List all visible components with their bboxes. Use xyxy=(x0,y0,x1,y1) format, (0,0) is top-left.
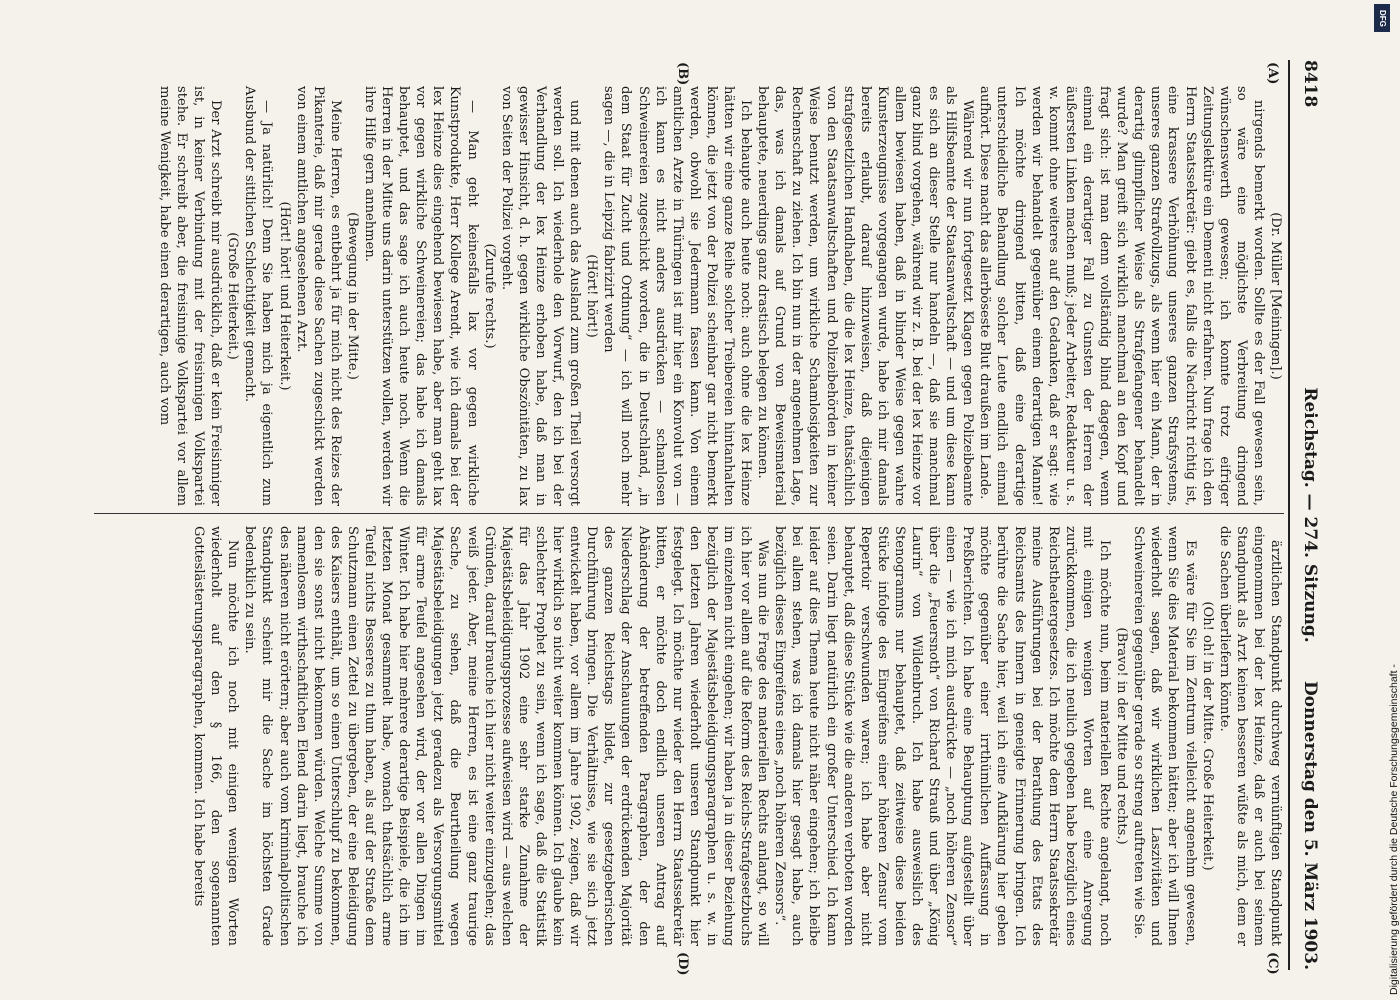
margin-mark-a: (A) xyxy=(1265,62,1280,85)
paragraph: — Man geht keinesfalls lax vor gegen wirkliche Kunstprodukte, Herr Kollege Arendt, wie ich damals bei der lex Heinze dies eingehend bewiesen habe, aber man geht lax vor gegen wirkliche Schweinereien; das habe ich damals behauptet, und das sage ich auch heute noch. Wenn die Herren in der Mitte uns darin unterstützen wollen, werden wir ihre Hilfe gern annehmen. xyxy=(362,86,480,506)
interjection: (Bravo! in der Mitte und rechts.) xyxy=(1114,627,1130,845)
paragraph: Ich möchte nun, beim materiellen Rechte angelangt, noch mit einigen wenigen Worten auf eine Anregung zurückkommen, die ich neulich gegeben habe bezüglich eines Reichstheatergesetzes. Ich möchte dem Herrn Staatssekretär meine Ausführungen bei der Berathung des Etats des Reichsamts des Innern in geneigte Erinnerung bringen. Ich berühre die Sache hier, weil ich eine Aufklärung hier geben möchte gegenüber einer irrthümlichen Auffassung in Preßberichten. Ich habe eine Behauptung aufgestellt über einen — wie ich mich ausdrückte — „noch höheren Zensor“ über die „Feuersnoth“ von Richard Strauß und über „König Laurin“ von Wildenbruch. Ich habe ausweislich des Stenogramms nur behauptet, daß zeitweise diese beiden Stücke infolge des Eingreifens einer höheren Zensur vom Repertoir verschwunden waren; ich habe aber nicht behauptet, daß diese Stücke wie die anderen verboten worden seien. Darin liegt natürlich ein großer Unterschied. Ich kann leider auf dies Thema heute nicht näher eingehen; ich bleibe bei allem stehen, was ich damals hier gesagt habe, auch bezüglich dieses Eingreifens eines „noch höheren Zensors“. xyxy=(772,526,1113,946)
paragraph: Meine Herren, es entbehrt ja für mich nicht des Reizes der Pikanterie, daß mir gerade diese Sachen zugeschickt werden von einem amtlichen angesehenen Arzt. xyxy=(293,86,343,506)
margin-mark-c: (C) xyxy=(1265,952,1280,975)
interjection: (Hört! hört!) xyxy=(584,254,600,338)
paragraph: nirgends bemerkt worden. Sollte es der Fall gewesen sein, so wäre eine möglichste Verbreitung dringend wünschenswerth gewesen; ich konnte trotz eifriger Zeitungslektüre ein Dementi nicht erfahren. Nun frage ich den Herrn Staatssekretär: giebt es, falls die Nachricht richtig ist, eine krassere Verhöhnung unseres ganzen Strafsystems, unseres ganzen Strafvollzugs, als wenn hier ein Mann, der in derartig glimpflicher Weise als Strafgefangener behandelt wurde? Man greift sich wirklich manchmal an den Kopf und fragt sich: ist man denn vollständig blind dagegen, wenn einmal ein derartiger Fall zu Gunsten der Herren der äußersten Linken machen muß; jeder Arbeiter, Redakteur u. s. w. kommt ohne weiteres auf den Gedanken, daß er sagt: wie werden wir behandelt gegenüber einem derartigen Manne! Ich möchte dringend bitten, daß eine derartige unterschiedliche Behandlung solcher Leute endlich einmal aufhört. Diese macht das allerböseste Blut draußen im Lande. xyxy=(977,86,1266,506)
paragraph: Was nun die Frage des materiellen Rechts anlangt, so will ich hier vor allem auf die Reform des Reichs-Strafgesetzbuchs im einzelnen nicht eingehen; wir haben ja in dieser Beziehung bezüglich der Majestätsbeleidigungsparagraphen u. s. w. in den letzten Jahren wiederholt unseren Standpunkt hier festgelegt. Ich möchte nur wieder den Herrn Staatssekretär bitten, er möchte doch endlich unseren Antrag auf Abänderung der betreffenden Paragraphen, der den Niederschlag der Anschauungen der erdrückenden Majorität des ganzen Reichstags bildet, zur gesetzgeberischen Durchführung bringen. Die Verhältnisse, wie sie sich jetzt entwickelt haben, vor allem im Jahre 1902, zeigen, daß wir hier wirklich so nicht weiter kommen können. Ich glaube kein schlechter Prophet zu sein, wenn ich sage, daß die Statistik für das Jahr 1902 eine sehr starke Zunahme der Majestätsbeleidigungsprozesse aufweisen wird — aus welchen Gründen, darauf brauche ich hier nicht weiter einzugehen; das weiß jeder. Aber, meine Herren, es ist eine ganz traurige Sache, zu sehen, daß die Beurtheilung wegen Majestätsbeleidigungen jetzt geradezu als Versorgungsmittel für arme Teufel angesehen wird, der vor allen Dingen im Winter. Ich habe hier mehrere derartige Beispiele, die ich im letzten Monat gesammelt habe, wonach thatsächlich arme Teufel nichts Besseres zu thun haben, als auf der Straße dem Schutzmann einen Zettel zu übergeben, der eine Beleidigung des Kaisers enthält, um so einen Unterschlupf zu bekommen, den sie sonst nicht bekommen würden. Welche Summe von namenlosem wirthschaftlichen Elend darin liegt, brauche ich des näheren nicht erörtern; aber auch vom kriminalpolitischen Standpunkt scheint mir die Sache im höchsten Grade bedenklich zu sein. xyxy=(242,526,771,946)
dfg-credit-text: Digitalisierung gefördert durch die Deutsche Forschungsgemeinschaft - xyxy=(1388,664,1400,995)
dfg-logo: DFG xyxy=(1374,4,1390,32)
paragraph: Nun möchte ich noch mit einigen wenigen Worten wiederholt auf den § 166, den sogenannten Gotteslästerungsparagraphen, kommen. Ich habe bereits xyxy=(191,526,241,946)
left-column xyxy=(94,86,1284,506)
paragraph: Der Arzt schreibt mir ausdrücklich, daß er kein Freisinniger ist, in keiner Verbindung mit der freisinnigen Volkspartei stehe. Er schreibt aber, die freisinnige Volkspartei vor allem meine Wenigkeit, habe einen derartigen, auch vom xyxy=(156,86,224,506)
interjection: (Zurufe rechts.) xyxy=(481,243,497,349)
column-divider xyxy=(94,513,1284,514)
page-number: 8418 xyxy=(1300,60,1320,108)
paragraph: Ich behaupte auch heute noch: auch ohne die lex Heinze hätten wir eine ganze Reihe solcher Treibereien hintanhalten können, die jetzt von der Polizei scheinbar gar nicht bemerkt werden, obwohl sie Jedermann fassen kann. Von einem amtlichen Arzte in Thüringen ist mir hier ein Konvolut von — ich kann es nicht anders ausdrücken — schamlosen Schweinereien zugeschickt worden, die in Deutschland, „in dem Staat für Zucht und Ordnung“ — ich will noch mehr sagen —, die in Leipzig fabrizirt werden xyxy=(601,86,754,506)
paragraph: ärztlichen Standpunkt durchweg vernünftigen Standpunkt eingenommen bei der lex Heinze, daß er auch bei seinem Standpunkt als Arzt keinen besseren wüßte als mich, dem er die Sachen überliefern könnte. xyxy=(1216,526,1283,946)
rotated-page xyxy=(70,0,1330,1000)
paragraph: — Ja natürlich! Denn Sie haben mich ja eigentlich zum Ausbund der sittlichen Schlechtigkeit gemacht. xyxy=(242,86,275,506)
interjection: (Große Heiterkeit.) xyxy=(225,232,241,360)
page-header xyxy=(1288,60,1330,970)
paragraph: und mit denen auch das Ausland zum großen Theil versorgt werden soll. Ich wiederhole den Vorwurf, den ich bei der Verhandlung der lex Heinze erhoben habe, daß man in gewisser Hinsicht, d. h. gegen wirkliche Obszönitäten, zu lax von Seiten der Polizei vorgeht. xyxy=(498,86,583,506)
session-title: Reichstag. — 274. Sitzung. xyxy=(1300,387,1320,643)
speaker-line: (Dr. Müller [Meiningen].) xyxy=(1268,212,1283,380)
right-column xyxy=(94,526,1284,946)
interjection: (Hört! hört! und Heiterkeit.) xyxy=(276,201,292,391)
interjection: (Oh! oh! in der Mitte. Große Heiterkeit.) xyxy=(1199,601,1215,871)
margin-mark-d: (D) xyxy=(675,952,690,976)
interjection: (Bewegung in der Mitte.) xyxy=(344,212,360,380)
paragraph: Während wir nun fortgesetzt Klagen gegen Polizeibeamte als Hilfsbeamte der Staatsanwaltschaft — und um diese kann es sich an dieser Stelle nur handeln —, daß sie manchmal ganz blind vorgehen, während wir z. B. bei der lex Heinze vor allem bewiesen haben, daß in blinder Weise gegen wahre Kunsterzeugnisse vorgegangen wurde, habe ich mir damals bereits erlaubt, darauf hinzuweisen, daß diejenigen strafgesetzlichen Handhaben, die die lex Heinze, thatsächlich von den Staatsanwaltschaften und Polizeibehörden in keiner Weise benutzt werden, um wirkliche Schamlosigkeiten zur Rechenschaft zu ziehen. Ich bin nun in der angenehmen Lage, das, was ich damals auf Grund von Beweismaterial behauptete, neuerdings ganz drastisch belegen zu können. xyxy=(755,86,976,506)
session-date: Donnerstag den 5. März 1903. xyxy=(1300,680,1320,970)
margin-mark-b: (B) xyxy=(675,62,690,86)
paragraph: Es wäre für Sie im Zentrum vielleicht angenehm gewesen, wenn Sie dies Material bekommen hätten; aber ich will Ihnen wiederholt sagen, daß wir wirklichen Laszivitäten und Schweinereien gegenüber gerade so streng auftreten wie Sie. xyxy=(1131,526,1198,946)
